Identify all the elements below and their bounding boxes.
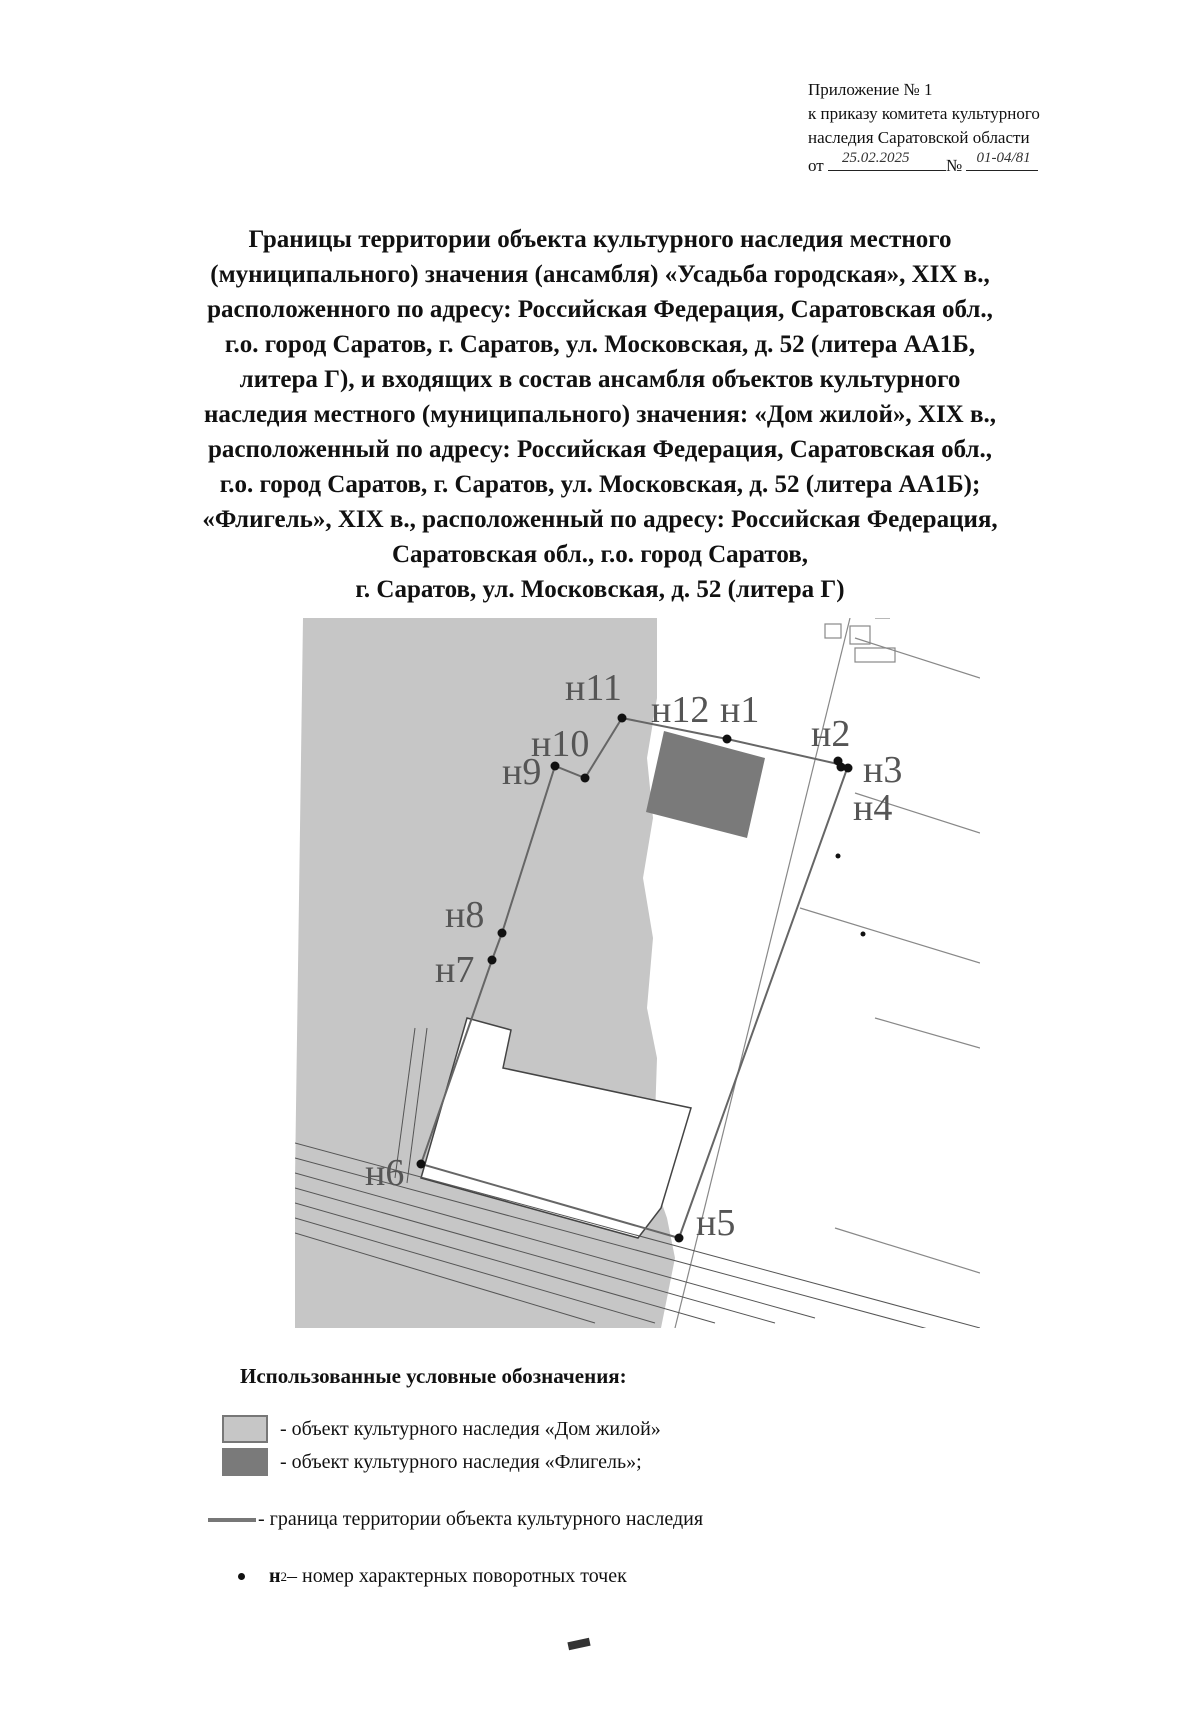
legend-point-prefix: н: [269, 1565, 281, 1587]
point-label: н10: [531, 723, 590, 765]
appendix-line-4: [808, 150, 1138, 178]
appendix-line-1: Приложение № 1: [808, 80, 933, 99]
legend-outbuilding-text: - объект культурного наследия «Флигель»;: [280, 1450, 642, 1473]
legend-boundary: [208, 1508, 703, 1531]
legend-title: Использованные условные обозначения:: [240, 1364, 627, 1388]
turning-point-n4: [844, 764, 853, 773]
legend-swatch-outbuilding: [222, 1448, 268, 1476]
title-line: Саратовская обл., г.о. город Саратов,: [392, 541, 808, 568]
turning-point-n5: [675, 1234, 684, 1243]
legend-house: [222, 1415, 661, 1443]
turning-point-n11: [618, 714, 627, 723]
scatter-dot: [861, 932, 866, 937]
document-title: [150, 222, 1050, 607]
site-plan-map: [295, 618, 980, 1328]
title-line: расположенный по адресу: Российская Федерация, Саратовская обл.,: [208, 436, 992, 463]
appendix-header: [808, 78, 1138, 178]
title-line: наследия местного (муниципального) значения: «Дом жилой», XIX в.,: [204, 401, 996, 428]
title-line: г.о. город Саратов, г. Саратов, ул. Московская, д. 52 (литера АА1Б);: [219, 471, 981, 498]
number-sign: №: [945, 156, 963, 175]
date-field: [828, 150, 946, 171]
point-label: н6: [365, 1152, 405, 1194]
title-line: г.о. город Саратов, г. Саратов, ул. Московская, д. 52 (литера АА1Б,: [224, 331, 976, 358]
legend-swatch-house: [222, 1415, 268, 1443]
legend-point-dot: [238, 1573, 245, 1580]
legend-point-sup: 2: [280, 1568, 288, 1584]
point-label: н12: [651, 689, 710, 731]
appendix-line-2: к приказу комитета культурного: [808, 104, 1040, 123]
page-mark: [567, 1638, 590, 1650]
legend-boundary-text: - граница территории объекта культурного наследия: [258, 1508, 704, 1530]
turning-point-n1: [723, 735, 732, 744]
point-label: н9: [502, 751, 542, 793]
point-label: н7: [435, 949, 475, 991]
title-line: г. Саратов, ул. Московская, д. 52 (литера Г): [355, 576, 845, 603]
handwritten-number: 01-04/81: [976, 150, 1031, 166]
point-label: н1: [720, 689, 760, 731]
turning-point-n7: [488, 956, 497, 965]
point-label: н11: [565, 667, 622, 709]
scatter-dot: [836, 854, 841, 859]
ot-label: от: [808, 156, 824, 175]
title-line: «Флигель», XIX в., расположенный по адресу: Российская Федерация,: [202, 506, 998, 533]
legend-house-text: - объект культурного наследия «Дом жилой»: [280, 1417, 661, 1440]
point-label: н4: [853, 787, 893, 829]
legend-point-text: – номер характерных поворотных точек: [287, 1565, 627, 1587]
legend-boundary-line: [208, 1518, 256, 1522]
title-line: литера Г), и входящих в состав ансамбля объектов культурного: [239, 366, 961, 393]
turning-point-n10: [581, 774, 590, 783]
point-label: н5: [696, 1202, 736, 1244]
turning-point-n6: [417, 1160, 426, 1169]
point-label: н2: [811, 713, 851, 755]
title-line: Границы территории объекта культурного наследия местного: [248, 226, 952, 253]
legend-outbuilding: [222, 1448, 642, 1476]
appendix-line-3: наследия Саратовской области: [808, 128, 1030, 147]
turning-point-n8: [498, 929, 507, 938]
number-field: [966, 150, 1038, 171]
point-label: н8: [445, 894, 485, 936]
title-line: расположенного по адресу: Российская Федерация, Саратовская обл.,: [207, 296, 993, 323]
legend-point: [238, 1565, 627, 1588]
title-line: (муниципального) значения (ансамбля) «Усадьба городская», XIX в.,: [210, 261, 990, 288]
point-label: н3: [863, 749, 903, 791]
handwritten-date: 25.02.2025: [841, 150, 910, 166]
